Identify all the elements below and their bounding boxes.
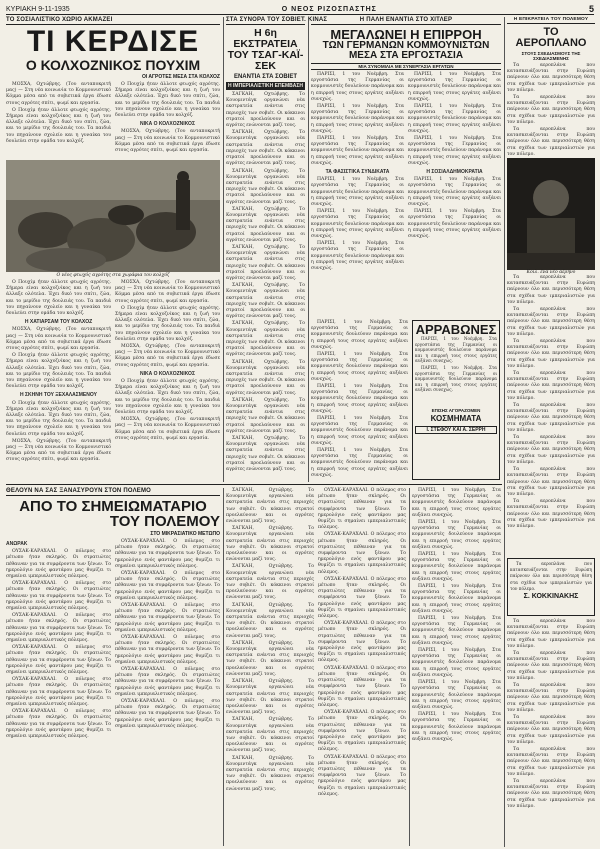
bottom-body-col-1: ΑΝΩΡΑΚ ΟΥΣΑΚ-ΚΑΡΑΧΑΛΙ. Ο πόλεμος στο μέτωπο ήταν σκληρός. Οι στρατιώτες πέθαιναν για τα συμφέροντα των ξένων. Το ημερολόγιο ενός φαντάρου μας θυμίζει τι σημαίνει ιμπεριαλιστικός πόλεμος. ΟΥΣΑΚ-ΚΑΡΑΧΑΛΙ. Ο πόλεμος στο μέτωπο ήταν σκληρός. Οι στρατιώτες πέθαιναν για τα συμφέροντα των ξένων. Το ημερολόγιο ενός φαντάρου μας θυμίζει τι σημαίνει ιμπεριαλιστικός πόλεμος. ΟΥΣΑΚ-ΚΑΡΑΧΑΛΙ. Ο πόλεμος στο μέτωπο ήταν σκληρός. Οι στρατιώτες πέθαιναν για τα συμφέροντα των ξένων. Το ημερολόγιο ενός φαντάρου μας θυμίζει τι σημαίνει ιμπεριαλιστικός πόλεμος. ΟΥΣΑΚ-ΚΑΡΑΧΑΛΙ. Ο πόλεμος στο μέτωπο ήταν σκληρός. Οι στρατιώτες πέθαιναν για τα συμφέροντα των ξένων. Το ημερολόγιο ενός φαντάρου μας θυμίζει τι σημαίνει ιμπεριαλιστικός πόλεμος. ΟΥΣΑΚ-ΚΑΡΑΧΑΛΙ. Ο πόλεμος στο μέτωπο ήταν σκληρός. Οι στρατιώτες πέθαιναν για τα συμφέροντα των ξένων. Το ημερολόγιο ενός φαντάρου μας θυμίζει τι σημαίνει ιμπεριαλιστικός πόλεμος. ΟΥΣΑΚ-ΚΑΡΑΧΑΛΙ. Ο πόλεμος στο μέτωπο ήταν σκληρός. Οι στρατιώτες πέθαιναν για τα συμφέροντα των ξένων. Το ημερολόγιο ενός φαντάρου μας θυμίζει τι σημαίνει ιμπεριαλιστικός πόλεμος.	[6, 541, 111, 740]
left-body-col-2: ΜΟΣΧΑ, Οχτώβρης. (Του ανταποκριτή μας) — Στη νέα κοινωνία το Κομμουνιστικό Κόμμα μέσα από τα σοβιετικά έργα έδωσε στους αγρότες σπίτι, ψωμί και εργασία. Ο Πουχίμ ήταν άλλοτε φτωχός αγρότης. Σήμερα είναι κολχοζνίκος και η ζωή του άλλαξε ολότελα. Έχει δικό του σπίτι, ζώα, και το μερίδιο της δουλειάς του. Τα παιδιά του πηγαίνουν σχολείο και η γυναίκα του δουλεύει στην ομάδα του κολχόζ. ΜΟΣΧΑ, Οχτώβρης. (Του ανταποκριτή μας) — Στη νέα κοινωνία το Κομμουνιστικό Κόμμα μέσα από τα σοβιετικά έργα έδωσε στους αγρότες σπίτι, ψωμί και εργασία. ΝΙΚΑ Ο ΚΟΛΧΟΖΝΙΚΟΣ Ο Πουχίμ ήταν άλλοτε φτωχός αγρότης. Σήμερα είναι κολχοζνίκος και η ζωή του άλλαξε ολότελα. Έχει δικό του σπίτι, ζώα, και το μερίδιο της δουλειάς του. Τα παιδιά του πηγαίνουν σχολείο και η γυναίκα του δουλεύει στην ομάδα του κολχόζ. ΜΟΣΧΑ, Οχτώβρης. (Του ανταποκριτή μας) — Στη νέα κοινωνία το Κομμουνιστικό Κόμμα μέσα από τα σοβιετικά έργα έδωσε στους αγρότες σπίτι, ψωμί και εργασία.	[115, 280, 220, 441]
mid-body: ΣΑΓΚΑΗ, Οχτώβρης. Το Κουομιντάγκ οργανώνει νέα εκστρατεία ενάντια στις περιοχές των σοβιέτ. Οι κόκκινοι στρατοί προελαύνουν και οι αγρότες ενώνονται μαζί τους. ΣΑΓΚΑΗ, Οχτώβρης. Το Κουομιντάγκ οργανώνει νέα εκστρατεία ενάντια στις περιοχές των σοβιέτ. Οι κόκκινοι στρατοί προελαύνουν και οι αγρότες ενώνονται μαζί τους. ΣΑΓΚΑΗ, Οχτώβρης. Το Κουομιντάγκ οργανώνει νέα εκστρατεία ενάντια στις περιοχές των σοβιέτ. Οι κόκκινοι στρατοί προελαύνουν και οι αγρότες ενώνονται μαζί τους. ΣΑΓΚΑΗ, Οχτώβρης. Το Κουομιντάγκ οργανώνει νέα εκστρατεία ενάντια στις περιοχές των σοβιέτ. Οι κόκκινοι στρατοί προελαύνουν και οι αγρότες ενώνονται μαζί τους. ΣΑΓΚΑΗ, Οχτώβρης. Το Κουομιντάγκ οργανώνει νέα εκστρατεία ενάντια στις περιοχές των σοβιέτ. Οι κόκκινοι στρατοί προελαύνουν και οι αγρότες ενώνονται μαζί τους. ΣΑΓΚΑΗ, Οχτώβρης. Το Κουομιντάγκ οργανώνει νέα εκστρατεία ενάντια στις περιοχές των σοβιέτ. Οι κόκκινοι στρατοί προελαύνουν και οι αγρότες ενώνονται μαζί τους. ΣΑΓΚΑΗ, Οχτώβρης. Το Κουομιντάγκ οργανώνει νέα εκστρατεία ενάντια στις περιοχές των σοβιέτ. Οι κόκκινοι στρατοί προελαύνουν και οι αγρότες ενώνονται μαζί τους. ΣΑΓΚΑΗ, Οχτώβρης. Το Κουομιντάγκ οργανώνει νέα εκστρατεία ενάντια στις περιοχές των σοβιέτ. Οι κόκκινοι στρατοί προελαύνουν και οι αγρότες ενώνονται μαζί τους. ΣΑΓΚΑΗ, Οχτώβρης. Το Κουομιντάγκ οργανώνει νέα εκστρατεία ενάντια στις περιοχές των σοβιέτ. Οι κόκκινοι στρατοί προελαύνουν και οι αγρότες ενώνονται μαζί τους. ΣΑΓΚΑΗ, Οχτώβρης. Το Κουομιντάγκ οργανώνει νέα εκστρατεία ενάντια στις περιοχές των σοβιέτ. Οι κόκκινοι στρατοί προελαύνουν και οι αγρότες ενώνονται μαζί τους.	[226, 92, 305, 473]
mid-deck-1: ΕΝΑΝΤΙΑ ΣΤΑ ΣΟΒΙΕΤ	[233, 74, 298, 81]
far-right-ad-name: Σ. ΚΟΚΚΙΝΑΚΗΣ	[523, 593, 579, 600]
masthead-date: ΚΥΡΙΑΚΗ 9-11-1935	[6, 5, 70, 13]
mid-article	[226, 17, 328, 482]
left-section-label: ΤΟ ΣΟΣΙΑΛΙΣΤΙΚΟ ΧΩΡΙΟ ΑΚΜΑΖΕΙ	[6, 17, 220, 25]
bottom-article	[6, 488, 220, 846]
column-rule	[504, 17, 505, 847]
bottom-headline-1: ΑΠΟ ΤΟ ΣΗΜΕΙΩΜΑΤΑΡΙΟ	[19, 498, 207, 515]
left-lower	[6, 273, 220, 481]
left-subhead-2: ΝΙΚΑ Ο ΚΟΛΧΟΖΝΙΚΟΣ	[140, 370, 195, 377]
right-headline-3: ΜΕΣΑ ΣΤΑ ΕΡΓΟΣΤΑΣΙΑ	[348, 50, 464, 61]
bottom-mid-text	[226, 488, 406, 846]
right-body-col-1: ΠΑΡΙΣΙ, 1 του Νοέμβρη. Στα εργοστάσια της Γερμανίας οι κομμουνιστές δουλεύουν παράνομα και η επιρροή τους στους εργάτες αυξάνει συνεχώς. ΠΑΡΙΣΙ, 1 του Νοέμβρη. Στα εργοστάσια της Γερμανίας οι κομμουνιστές δουλεύουν παράνομα και η επιρροή τους στους εργάτες αυξάνει συνεχώς. ΠΑΡΙΣΙ, 1 του Νοέμβρη. Στα εργοστάσια της Γερμανίας οι κομμουνιστές δουλεύουν παράνομα και η επιρροή τους στους εργάτες αυξάνει συνεχώς. ΤΑ ΦΑΣΙΣΤΙΚΑ ΣΥΝΔΙΚΑΤΑ ΠΑΡΙΣΙ, 1 του Νοέμβρη. Στα εργοστάσια της Γερμανίας οι κομμουνιστές δουλεύουν παράνομα και η επιρροή τους στους εργάτες αυξάνει συνεχώς. ΠΑΡΙΣΙ, 1 του Νοέμβρη. Στα εργοστάσια της Γερμανίας οι κομμουνιστές δουλεύουν παράνομα και η επιρροή τους στους εργάτες αυξάνει συνεχώς. ΠΑΡΙΣΙ, 1 του Νοέμβρη. Στα εργοστάσια της Γερμανίας οι κομμουνιστές δουλεύουν παράνομα και η επιρροή τους στους εργάτες αυξάνει συνεχώς.	[311, 72, 404, 272]
left-headline-1: ΤΙ ΚΕΡΔΙΣΕ	[26, 25, 200, 58]
bottom-kicker: ΣΤΟ ΜΙΚΡΑΣΙΑΤΙΚΟ ΜΕΤΩΠΟ	[150, 531, 220, 537]
column-rule	[223, 17, 224, 482]
far-right-body-bottom: Τα αεροπλάνα που κατασκευάζονται στην Ευρώπη παίρνουν όλο και περισσότερη θέση στα σχέδια των ιμπεριαλιστών για τον πόλεμο. Τα αεροπλάνα που κατασκευάζονται στην Ευρώπη παίρνουν όλο και περισσότερη θέση στα σχέδια των ιμπεριαλιστών για τον πόλεμο. Τα αεροπλάνα που κατασκευάζονται στην Ευρώπη παίρνουν όλο και περισσότερη θέση στα σχέδια των ιμπεριαλιστών για τον πόλεμο. Τα αεροπλάνα που κατασκευάζονται στην Ευρώπη παίρνουν όλο και περισσότερη θέση στα σχέδια των ιμπεριαλιστών για τον πόλεμο. Τα αεροπλάνα που κατασκευάζονται στην Ευρώπη παίρνουν όλο και περισσότερη θέση στα σχέδια των ιμπεριαλιστών για τον πόλεμο. Τα αεροπλάνα που κατασκευάζονται στην Ευρώπη παίρνουν όλο και περισσότερη θέση στα σχέδια των ιμπεριαλιστών για τον πόλεμο.	[507, 619, 595, 809]
left-sub-3: Η ΣΚΗΝΗ ΤΟΥ ΞΕΧΑΛΑΣΜΕΝΟΥ	[20, 392, 97, 399]
far-right-headline: ΤΟ ΑΕΡΟΠΛΑΝΟ	[515, 26, 587, 49]
far-right-section-label: Η ΕΠΙΚΡΑΤΕΙΑ ΤΟΥ ΠΟΛΕΜΟΥ	[507, 17, 595, 24]
column-rule	[308, 17, 309, 482]
right-sub-2: Η ΣΟΣΙΑΛΔΗΜΟΚΡΑΤΙΑ	[426, 169, 483, 176]
left-lead-text: ΜΟΣΧΑ, Οχτώβρης. (Του ανταποκριτή μας) — Στη νέα κοινωνία το Κομμουνιστικό Κόμμα μέσα από τα σοβιετικά έργα έδωσε στους αγρότες σπίτι, ψωμί και εργασία. Ο Πουχίμ ήταν άλλοτε φτωχός αγρότης. Σήμερα είναι κολχοζνίκος και η ζωή του άλλαξε ολότελα. Έχει δικό του σπίτι, ζώα, και το μερίδιο της δουλειάς του. Τα παιδιά του πηγαίνουν σχολείο και η γυναίκα του δουλεύει στην ομάδα του κολχόζ.	[6, 82, 111, 144]
ad-box	[412, 320, 500, 480]
bottom-right-body: ΠΑΡΙΣΙ, 1 του Νοέμβρη. Στα εργοστάσια της Γερμανίας οι κομμουνιστές δουλεύουν παράνομα και η επιρροή τους στους εργάτες αυξάνει συνεχώς. ΠΑΡΙΣΙ, 1 του Νοέμβρη. Στα εργοστάσια της Γερμανίας οι κομμουνιστές δουλεύουν παράνομα και η επιρροή τους στους εργάτες αυξάνει συνεχώς. ΠΑΡΙΣΙ, 1 του Νοέμβρη. Στα εργοστάσια της Γερμανίας οι κομμουνιστές δουλεύουν παράνομα και η επιρροή τους στους εργάτες αυξάνει συνεχώς. ΠΑΡΙΣΙ, 1 του Νοέμβρη. Στα εργοστάσια της Γερμανίας οι κομμουνιστές δουλεύουν παράνομα και η επιρροή τους στους εργάτες αυξάνει συνεχώς. ΠΑΡΙΣΙ, 1 του Νοέμβρη. Στα εργοστάσια της Γερμανίας οι κομμουνιστές δουλεύουν παράνομα και η επιρροή τους στους εργάτες αυξάνει συνεχώς. ΠΑΡΙΣΙ, 1 του Νοέμβρη. Στα εργοστάσια της Γερμανίας οι κομμουνιστές δουλεύουν παράνομα και η επιρροή τους στους εργάτες αυξάνει συνεχώς. ΠΑΡΙΣΙ, 1 του Νοέμβρη. Στα εργοστάσια της Γερμανίας οι κομμουνιστές δουλεύουν παράνομα και η επιρροή τους στους εργάτες αυξάνει συνεχώς. ΠΑΡΙΣΙ, 1 του Νοέμβρη. Στα εργοστάσια της Γερμανίας οι κομμουνιστές δουλεύουν παράνομα και η επιρροή τους στους εργάτες αυξάνει συνεχώς.	[412, 488, 501, 742]
bottom-section-label: ΘΕΛΟΥΝ ΝΑ ΣΑΣ ΞΑΝΑΣΥΡΟΥΝ ΣΤΟΝ ΠΟΛΕΜΟ	[6, 488, 220, 496]
left-headline-2: Ο ΚΟΛΧΟΖΝΙΚΟΣ ΠΟΥΧΙΜ	[25, 57, 201, 73]
ad-shop: Ι. ΣΤΕΦΟΥ ΚΑΙ Α. ΣΕΡΡΗ	[415, 426, 497, 434]
right-section-label: Η ΠΑΛΗ ΕΝΑΝΤΙΑ ΣΤΟ ΧΙΤΛΕΡ	[311, 17, 501, 25]
left-kicker: ΟΙ ΑΓΡΟΤΕΣ ΜΕΣΑ ΣΤΑ ΚΟΛΧΟΖ	[141, 74, 220, 80]
left-photo	[6, 160, 220, 272]
far-right-photo	[507, 158, 595, 270]
mid-deck-2: Η ΙΜΠΕΡΙΑΛΙΣΤΙΚΗ ΕΠΕΜΒΑΣΗ	[226, 82, 305, 90]
mid-headline: Η 6η ΕΚΣΤΡΑΤΕΙΑ ΤΟΥ ΤΣΑΓ-ΚΑΪ-ΣΕΚ	[227, 27, 304, 73]
masthead-title: Ο ΝΕΟΣ ΡΙΖΟΣΠΑΣΤΗΣ	[281, 5, 377, 13]
far-right-deck: ΣΤΟΥΣ ΣΧΕΔΙΑΣΜΟΥΣ ΤΗΣ ΣΧΕΔΙΑΣΜΕΝΗΣ	[521, 51, 581, 61]
far-right-article	[507, 17, 595, 847]
bottom-body-col-2: ΟΥΣΑΚ-ΚΑΡΑΧΑΛΙ. Ο πόλεμος στο μέτωπο ήταν σκληρός. Οι στρατιώτες πέθαιναν για τα συμφέροντα των ξένων. Το ημερολόγιο ενός φαντάρου μας θυμίζει τι σημαίνει ιμπεριαλιστικός πόλεμος. ΟΥΣΑΚ-ΚΑΡΑΧΑΛΙ. Ο πόλεμος στο μέτωπο ήταν σκληρός. Οι στρατιώτες πέθαιναν για τα συμφέροντα των ξένων. Το ημερολόγιο ενός φαντάρου μας θυμίζει τι σημαίνει ιμπεριαλιστικός πόλεμος. ΟΥΣΑΚ-ΚΑΡΑΧΑΛΙ. Ο πόλεμος στο μέτωπο ήταν σκληρός. Οι στρατιώτες πέθαιναν για τα συμφέροντα των ξένων. Το ημερολόγιο ενός φαντάρου μας θυμίζει τι σημαίνει ιμπεριαλιστικός πόλεμος. ΟΥΣΑΚ-ΚΑΡΑΧΑΛΙ. Ο πόλεμος στο μέτωπο ήταν σκληρός. Οι στρατιώτες πέθαιναν για τα συμφέροντα των ξένων. Το ημερολόγιο ενός φαντάρου μας θυμίζει τι σημαίνει ιμπεριαλιστικός πόλεμος. ΟΥΣΑΚ-ΚΑΡΑΧΑΛΙ. Ο πόλεμος στο μέτωπο ήταν σκληρός. Οι στρατιώτες πέθαιναν για τα συμφέροντα των ξένων. Το ημερολόγιο ενός φαντάρου μας θυμίζει τι σημαίνει ιμπεριαλιστικός πόλεμος. ΟΥΣΑΚ-ΚΑΡΑΧΑΛΙ. Ο πόλεμος στο μέτωπο ήταν σκληρός. Οι στρατιώτες πέθαιναν για τα συμφέροντα των ξένων. Το ημερολόγιο ενός φαντάρου μας θυμίζει τι σημαίνει ιμπεριαλιστικός πόλεμος.	[115, 539, 220, 729]
masthead-page: 5	[588, 4, 594, 14]
right-sub-1: ΤΑ ΦΑΣΙΣΤΙΚΑ ΣΥΝΔΙΚΑΤΑ	[325, 169, 390, 176]
ad-sub: ΚΟΣΜΗΜΑΤΑ	[430, 414, 482, 423]
left-photo-caption: Ο νέος φτωχός αγρότης στα χωράφια του κολχόζ	[56, 273, 170, 278]
left-subhead: ΝΙΚΑ Ο ΚΟΛΧΟΖΝΙΚΟΣ	[140, 121, 195, 128]
bottom-sub: ΑΝΩΡΑΚ	[6, 541, 28, 547]
right-deck: ΜΙΑ ΣΥΝΟΜΙΛΙΑ ΜΕ ΣΥΝΕΡΓΑΣΙΑ ΕΡΓΑΤΩΝ	[311, 63, 501, 70]
left-sub-2: Η ΧΑΤΙΑΡΣΑΜ ΤΟΥ ΚΟΛΧΟΖ	[24, 319, 93, 326]
right-body-col-2: ΠΑΡΙΣΙ, 1 του Νοέμβρη. Στα εργοστάσια της Γερμανίας οι κομμουνιστές δουλεύουν παράνομα και η επιρροή τους στους εργάτες αυξάνει συνεχώς. ΠΑΡΙΣΙ, 1 του Νοέμβρη. Στα εργοστάσια της Γερμανίας οι κομμουνιστές δουλεύουν παράνομα και η επιρροή τους στους εργάτες αυξάνει συνεχώς. ΠΑΡΙΣΙ, 1 του Νοέμβρη. Στα εργοστάσια της Γερμανίας οι κομμουνιστές δουλεύουν παράνομα και η επιρροή τους στους εργάτες αυξάνει συνεχώς. Η ΣΟΣΙΑΛΔΗΜΟΚΡΑΤΙΑ ΠΑΡΙΣΙ, 1 του Νοέμβρη. Στα εργοστάσια της Γερμανίας οι κομμουνιστές δουλεύουν παράνομα και η επιρροή τους στους εργάτες αυξάνει συνεχώς. ΠΑΡΙΣΙ, 1 του Νοέμβρη. Στα εργοστάσια της Γερμανίας οι κομμουνιστές δουλεύουν παράνομα και η επιρροή τους στους εργάτες αυξάνει συνεχώς.	[408, 72, 501, 240]
bottom-right-text	[412, 488, 501, 846]
ad-tail: ΕΠΙΣΗΣ ΑΓΟΡΑΖΟΜΕΝ	[431, 408, 481, 413]
far-right-body-mid: Τα αεροπλάνα που κατασκευάζονται στην Ευρώπη παίρνουν όλο και περισσότερη θέση στα σχέδια των ιμπεριαλιστών για τον πόλεμο. Τα αεροπλάνα που κατασκευάζονται στην Ευρώπη παίρνουν όλο και περισσότερη θέση στα σχέδια των ιμπεριαλιστών για τον πόλεμο. Τα αεροπλάνα που κατασκευάζονται στην Ευρώπη παίρνουν όλο και περισσότερη θέση στα σχέδια των ιμπεριαλιστών για τον πόλεμο. Τα αεροπλάνα που κατασκευάζονται στην Ευρώπη παίρνουν όλο και περισσότερη θέση στα σχέδια των ιμπεριαλιστών για τον πόλεμο. Τα αεροπλάνα που κατασκευάζονται στην Ευρώπη παίρνουν όλο και περισσότερη θέση στα σχέδια των ιμπεριαλιστών για τον πόλεμο. Τα αεροπλάνα που κατασκευάζονται στην Ευρώπη παίρνουν όλο και περισσότερη θέση στα σχέδια των ιμπεριαλιστών για τον πόλεμο. Τα αεροπλάνα που κατασκευάζονται στην Ευρώπη παίρνουν όλο και περισσότερη θέση στα σχέδια των ιμπεριαλιστών για τον πόλεμο. Τα αεροπλάνα που κατασκευάζονται στην Ευρώπη παίρνουν όλο και περισσότερη θέση στα σχέδια των ιμπεριαλιστών για τον πόλεμο.	[507, 275, 595, 529]
far-right-photo-caption: Κοιλ. ένα νέο αέρηνο	[526, 270, 576, 275]
ad-text: ΠΑΡΙΣΙ, 1 του Νοέμβρη. Στα εργοστάσια της Γερμανίας οι κομμουνιστές δουλεύουν παράνομα και η επιρροή τους στους εργάτες αυξάνει συνεχώς. ΠΑΡΙΣΙ, 1 του Νοέμβρη. Στα εργοστάσια της Γερμανίας οι κομμουνιστές δουλεύουν παράνομα και η επιρροή τους στους εργάτες αυξάνει συνεχώς.	[415, 336, 497, 393]
right-headline-2: ΤΩΝ ΓΕΡΜΑΝΩΝ ΚΟΜΜΟΥΝΙΣΤΩΝ	[322, 40, 490, 51]
right-lower-body: ΠΑΡΙΣΙ, 1 του Νοέμβρη. Στα εργοστάσια της Γερμανίας οι κομμουνιστές δουλεύουν παράνομα και η επιρροή τους στους εργάτες αυξάνει συνεχώς. ΠΑΡΙΣΙ, 1 του Νοέμβρη. Στα εργοστάσια της Γερμανίας οι κομμουνιστές δουλεύουν παράνομα και η επιρροή τους στους εργάτες αυξάνει συνεχώς. ΠΑΡΙΣΙ, 1 του Νοέμβρη. Στα εργοστάσια της Γερμανίας οι κομμουνιστές δουλεύουν παράνομα και η επιρροή τους στους εργάτες αυξάνει συνεχώς. ΠΑΡΙΣΙ, 1 του Νοέμβρη. Στα εργοστάσια της Γερμανίας οι κομμουνιστές δουλεύουν παράνομα και η επιρροή τους στους εργάτες αυξάνει συνεχώς. ΠΑΡΙΣΙ, 1 του Νοέμβρη. Στα εργοστάσια της Γερμανίας οι κομμουνιστές δουλεύουν παράνομα και η επιρροή τους στους εργάτες αυξάνει συνεχώς.	[311, 320, 408, 478]
right-lower-text	[311, 320, 408, 482]
ad-title: ΑΡΡΑΒΩΝΕΣ	[415, 322, 497, 337]
column-rule	[223, 488, 224, 846]
bottom-headline-2: ΤΟΥ ΠΟΛΕΜΟΥ	[109, 513, 220, 530]
bottom-mid-col-1: ΣΑΓΚΑΗ, Οχτώβρης. Το Κουομιντάγκ οργανώνει νέα εκστρατεία ενάντια στις περιοχές των σοβιέτ. Οι κόκκινοι στρατοί προελαύνουν και οι αγρότες ενώνονται μαζί τους. ΣΑΓΚΑΗ, Οχτώβρης. Το Κουομιντάγκ οργανώνει νέα εκστρατεία ενάντια στις περιοχές των σοβιέτ. Οι κόκκινοι στρατοί προελαύνουν και οι αγρότες ενώνονται μαζί τους. ΣΑΓΚΑΗ, Οχτώβρης. Το Κουομιντάγκ οργανώνει νέα εκστρατεία ενάντια στις περιοχές των σοβιέτ. Οι κόκκινοι στρατοί προελαύνουν και οι αγρότες ενώνονται μαζί τους. ΣΑΓΚΑΗ, Οχτώβρης. Το Κουομιντάγκ οργανώνει νέα εκστρατεία ενάντια στις περιοχές των σοβιέτ. Οι κόκκινοι στρατοί προελαύνουν και οι αγρότες ενώνονται μαζί τους. ΣΑΓΚΑΗ, Οχτώβρης. Το Κουομιντάγκ οργανώνει νέα εκστρατεία ενάντια στις περιοχές των σοβιέτ. Οι κόκκινοι στρατοί προελαύνουν και οι αγρότες ενώνονται μαζί τους. ΣΑΓΚΑΗ, Οχτώβρης. Το Κουομιντάγκ οργανώνει νέα εκστρατεία ενάντια στις περιοχές των σοβιέτ. Οι κόκκινοι στρατοί προελαύνουν και οι αγρότες ενώνονται μαζί τους. ΣΑΓΚΑΗ, Οχτώβρης. Το Κουομιντάγκ οργανώνει νέα εκστρατεία ενάντια στις περιοχές των σοβιέτ. Οι κόκκινοι στρατοί προελαύνουν και οι αγρότες ενώνονται μαζί τους. ΣΑΓΚΑΗ, Οχτώβρης. Το Κουομιντάγκ οργανώνει νέα εκστρατεία ενάντια στις περιοχές των σοβιέτ. Οι κόκκινοι στρατοί προελαύνουν και οι αγρότες ενώνονται μαζί τους.	[226, 488, 314, 792]
right-article	[311, 17, 501, 317]
right-headline-1: ΜΕΓΑΛΩΝΕΙ Η ΕΠΙΡΡΟΗ	[330, 27, 482, 42]
mid-section-label: ΣΤΑ ΣΥΝΟΡΑ ΤΟΥ ΣΟΒΙΕΤ. ΚΙΝΑΣ	[226, 17, 328, 23]
bottom-mid-col-2: ΟΥΣΑΚ-ΚΑΡΑΧΑΛΙ. Ο πόλεμος στο μέτωπο ήταν σκληρός. Οι στρατιώτες πέθαιναν για τα συμφέροντα των ξένων. Το ημερολόγιο ενός φαντάρου μας θυμίζει τι σημαίνει ιμπεριαλιστικός πόλεμος. ΟΥΣΑΚ-ΚΑΡΑΧΑΛΙ. Ο πόλεμος στο μέτωπο ήταν σκληρός. Οι στρατιώτες πέθαιναν για τα συμφέροντα των ξένων. Το ημερολόγιο ενός φαντάρου μας θυμίζει τι σημαίνει ιμπεριαλιστικός πόλεμος. ΟΥΣΑΚ-ΚΑΡΑΧΑΛΙ. Ο πόλεμος στο μέτωπο ήταν σκληρός. Οι στρατιώτες πέθαιναν για τα συμφέροντα των ξένων. Το ημερολόγιο ενός φαντάρου μας θυμίζει τι σημαίνει ιμπεριαλιστικός πόλεμος. ΟΥΣΑΚ-ΚΑΡΑΧΑΛΙ. Ο πόλεμος στο μέτωπο ήταν σκληρός. Οι στρατιώτες πέθαιναν για τα συμφέροντα των ξένων. Το ημερολόγιο ενός φαντάρου μας θυμίζει τι σημαίνει ιμπεριαλιστικός πόλεμος. ΟΥΣΑΚ-ΚΑΡΑΧΑΛΙ. Ο πόλεμος στο μέτωπο ήταν σκληρός. Οι στρατιώτες πέθαιναν για τα συμφέροντα των ξένων. Το ημερολόγιο ενός φαντάρου μας θυμίζει τι σημαίνει ιμπεριαλιστικός πόλεμος. ΟΥΣΑΚ-ΚΑΡΑΧΑΛΙ. Ο πόλεμος στο μέτωπο ήταν σκληρός. Οι στρατιώτες πέθαιναν για τα συμφέροντα των ξένων. Το ημερολόγιο ενός φαντάρου μας θυμίζει τι σημαίνει ιμπεριαλιστικός πόλεμος. ΟΥΣΑΚ-ΚΑΡΑΧΑΛΙ. Ο πόλεμος στο μέτωπο ήταν σκληρός. Οι στρατιώτες πέθαιναν για τα συμφέροντα των ξένων. Το ημερολόγιο ενός φαντάρου μας θυμίζει τι σημαίνει ιμπεριαλιστικός πόλεμος.	[318, 488, 406, 797]
masthead	[6, 4, 594, 15]
left-body-col-1: Ο Πουχίμ ήταν άλλοτε φτωχός αγρότης. Σήμερα είναι κολχοζνίκος και η ζωή του άλλαξε ολότελα. Έχει δικό του σπίτι, ζώα, και το μερίδιο της δουλειάς του. Τα παιδιά του πηγαίνουν σχολείο και η γυναίκα του δουλεύει στην ομάδα του κολχόζ. Η ΧΑΤΙΑΡΣΑΜ ΤΟΥ ΚΟΛΧΟΖ ΜΟΣΧΑ, Οχτώβρης. (Του ανταποκριτή μας) — Στη νέα κοινωνία το Κομμουνιστικό Κόμμα μέσα από τα σοβιετικά έργα έδωσε στους αγρότες σπίτι, ψωμί και εργασία. Ο Πουχίμ ήταν άλλοτε φτωχός αγρότης. Σήμερα είναι κολχοζνίκος και η ζωή του άλλαξε ολότελα. Έχει δικό του σπίτι, ζώα, και το μερίδιο της δουλειάς του. Τα παιδιά του πηγαίνουν σχολείο και η γυναίκα του δουλεύει στην ομάδα του κολχόζ. Η ΣΚΗΝΗ ΤΟΥ ΞΕΧΑΛΑΣΜΕΝΟΥ Ο Πουχίμ ήταν άλλοτε φτωχός αγρότης. Σήμερα είναι κολχοζνίκος και η ζωή του άλλαξε ολότελα. Έχει δικό του σπίτι, ζώα, και το μερίδιο της δουλειάς του. Τα παιδιά του πηγαίνουν σχολείο και η γυναίκα του δουλεύει στην ομάδα του κολχόζ. ΜΟΣΧΑ, Οχτώβρης. (Του ανταποκριτή μας) — Στη νέα κοινωνία το Κομμουνιστικό Κόμμα μέσα από τα σοβιετικά έργα έδωσε στους αγρότες σπίτι, ψωμί και εργασία.	[6, 280, 111, 463]
far-right-ad	[507, 558, 595, 616]
far-right-body-top: Τα αεροπλάνα που κατασκευάζονται στην Ευρώπη παίρνουν όλο και περισσότερη θέση στα σχέδια των ιμπεριαλιστών για τον πόλεμο. Τα αεροπλάνα που κατασκευάζονται στην Ευρώπη παίρνουν όλο και περισσότερη θέση στα σχέδια των ιμπεριαλιστών για τον πόλεμο. Τα αεροπλάνα που κατασκευάζονται στην Ευρώπη παίρνουν όλο και περισσότερη θέση στα σχέδια των ιμπεριαλιστών για τον πόλεμο.	[507, 63, 595, 157]
column-rule	[409, 488, 410, 846]
section-divider	[6, 484, 502, 485]
far-right-ad-text: Τα αεροπλάνα που κατασκευάζονται στην Ευρώπη παίρνουν όλο και περισσότερη θέση στα σχέδια των ιμπεριαλιστών για τον πόλεμο.	[510, 561, 592, 591]
left-lead-text-2: Ο Πουχίμ ήταν άλλοτε φτωχός αγρότης. Σήμερα είναι κολχοζνίκος και η ζωή του άλλαξε ολότελα. Έχει δικό του σπίτι, ζώα, και το μερίδιο της δουλειάς του. Τα παιδιά του πηγαίνουν σχολείο και η γυναίκα του δουλεύει στην ομάδα του κολχόζ. ΝΙΚΑ Ο ΚΟΛΧΟΖΝΙΚΟΣ ΜΟΣΧΑ, Οχτώβρης. (Του ανταποκριτή μας) — Στη νέα κοινωνία το Κομμουνιστικό Κόμμα μέσα από τα σοβιετικά έργα έδωσε στους αγρότες σπίτι, ψωμί και εργασία.	[115, 82, 220, 154]
